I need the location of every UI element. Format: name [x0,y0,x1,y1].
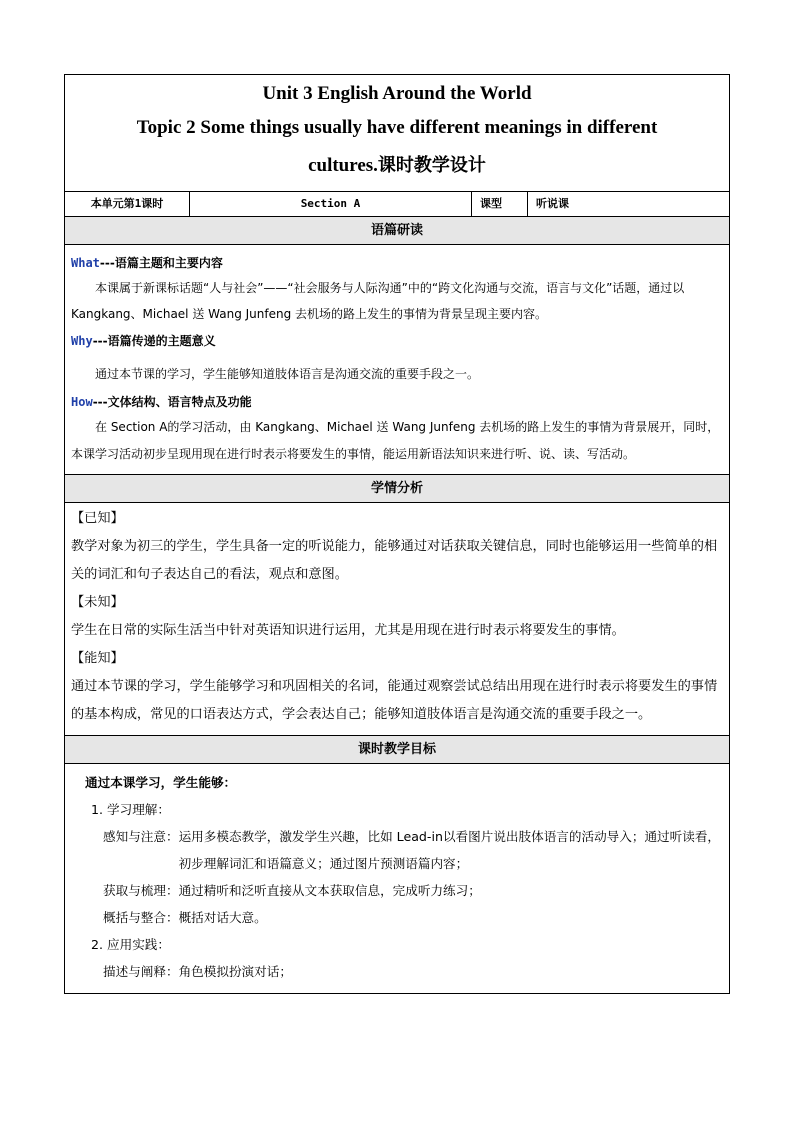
goal-describe: 描述与阐释： 角色模拟扮演对话； [103,964,292,979]
unknown-body: 学生在日常的实际生活当中针对英语知识进行运用，尤其是用现在进行时表示将要发生的事情。 [71,623,625,638]
analysis-header-row [65,475,730,503]
goals-header: 课时教学目标 [65,736,730,764]
goal-perceive: 感知与注意： 运用多模态教学，激发学生兴趣，比如 Lead-in以看图片说出肢体语言的活动导入；通过听读看，初步理解词汇和语篇意义；通过图片预测语篇内容； [103,829,721,871]
known-label: 【已知】 [71,511,124,526]
lesson-label: 本单元第1课时 [65,192,190,217]
topic-title-cn: 课时教学设计 [377,155,486,176]
text-study-cell [65,245,730,475]
topic-title-cont [71,147,723,185]
meta-row [65,192,730,217]
analysis-row [65,503,730,736]
how-label: How---文体结构、语言特点及功能 [71,395,252,409]
why-label: Why---语篇传递的主题意义 [71,334,216,348]
how-body: 在 Section A的学习活动，由 Kangkang、Michael 送 Wang Junfeng 去机场的路上发生的事情为背景展开，同时，本课学习活动初步呈现用现在进行时表示将要发生的事情，能运用新语法知识来进行听、说、读、写活动。 [71,420,720,461]
goals-row [65,764,730,994]
topic-title-en: cultures. [308,155,378,176]
goals-cell [65,764,730,994]
text-study-header: 语篇研读 [65,217,730,245]
topic-title: Topic 2 Some things usually have different meanings in different [136,117,658,138]
title-cell [65,75,730,192]
lesson-plan-document [64,74,729,994]
able-body: 通过本节课的学习，学生能够学习和巩固相关的名词，能通过观察尝试总结出用现在进行时表示将要发生的事情的基本构成，常见的口语表达方式，学会表达自己；能够知道肢体语言是沟通交流的重要手段之一。 [71,679,718,722]
unknown-label: 【未知】 [71,595,124,610]
goals-lead: 通过本课学习，学生能够： [85,775,237,790]
goals-header-row [65,736,730,764]
able-label: 【能知】 [71,651,124,666]
type-value: 听说课 [528,192,730,217]
analysis-header: 学情分析 [65,475,730,503]
unit-title: Unit 3 English Around the World [262,83,532,104]
title-row [65,75,730,192]
goal-item-1: 1. 学习理解： [91,802,170,817]
type-label: 课型 [472,192,528,217]
why-body: 通过本节课的学习，学生能够知道肢体语言是沟通交流的重要手段之一。 [95,367,480,381]
lesson-plan-table [64,74,730,994]
analysis-cell [65,503,730,736]
section-label: Section A [190,192,472,217]
goal-summarize: 概括与整合： 概括对话大意。 [103,910,267,925]
what-body: 本课属于新课标话题“人与社会”——“社会服务与人际沟通”中的“跨文化沟通与交流，语言与文化”话题，通过以 Kangkang、Michael 送 Wang Junfeng 去机场的路上发生的事情为背景呈现主要内容。 [71,281,685,321]
known-body: 教学对象为初三的学生，学生具备一定的听说能力，能够通过对话获取关键信息，同时也能够运用一些简单的相关的词汇和句子表达自己的看法，观点和意图。 [71,539,718,582]
text-study-row [65,245,730,475]
text-study-header-row [65,217,730,245]
goal-acquire: 获取与梳理： 通过精听和泛听直接从文本获取信息，完成听力练习； [103,883,481,898]
what-label: What---语篇主题和主要内容 [71,256,223,270]
goal-item-2: 2. 应用实践： [91,937,170,952]
